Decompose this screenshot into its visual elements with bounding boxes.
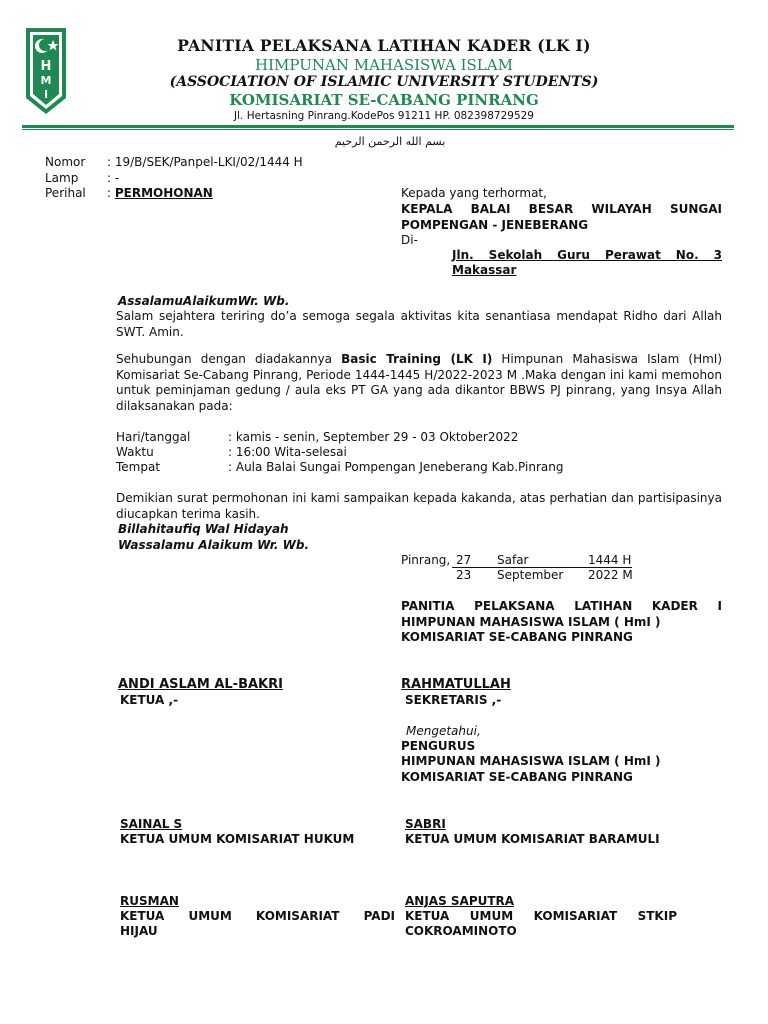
recipient-line2: POMPENGAN - JENEBERANG <box>401 218 589 232</box>
svg-text:H: H <box>40 59 52 74</box>
letterhead-english-name: (ASSOCIATION OF ISLAMIC UNIVERSITY STUDENTS) <box>169 74 599 90</box>
basmala-text: بسم الله الرحمن الرحيم <box>334 135 446 148</box>
request-text-b: Himpunan Mahasiswa Islam (HmI) Komisariat Se-Cabang Pinrang, Periode 1444-1445 H/2022-2023 M .Maka dengan ini kami memohon untuk peminjaman gedung / aula eks PT GA yang ada dikantor BBWS PJ pinrang, yang Insya Allah dilaksanakan pada: <box>116 352 723 413</box>
detail-value-place: : Aula Balai Sungai Pompengan Jeneberang Kab.Pinrang <box>228 460 564 474</box>
perihal <box>107 186 213 201</box>
closing-line1: Billahitaufiq Wal Hidayah <box>118 522 289 536</box>
rusman-title-line1: KETUA UMUM KOMISARIAT PADI <box>120 909 395 923</box>
recipient-address-line1: Jln. Sekolah Guru Perawat No. 3 <box>452 248 722 262</box>
rusman-name: RUSMAN <box>120 894 179 908</box>
recipient-di: Di- <box>401 233 418 247</box>
committee-line2: HIMPUNAN MAHASISWA ISLAM ( HmI ) <box>401 615 661 629</box>
letterhead-organization: HIMPUNAN MAHASISWA ISLAM <box>255 56 513 74</box>
recipient-line1: KEPALA BALAI BESAR WILAYAH SUNGAI <box>401 202 722 216</box>
sabri-title: KETUA UMUM KOMISARIAT BARAMULI <box>405 832 660 846</box>
perihal-label: Perihal <box>45 186 86 200</box>
paragraph-request <box>116 352 722 414</box>
recipient-address-line2: Makassar <box>452 263 517 277</box>
opening-salam: AssalamuAlaikumWr. Wb. <box>118 294 290 308</box>
hijri-year: 1444 H <box>588 553 632 567</box>
letterhead-committee: PANITIA PELAKSANA LATIHAN KADER (LK I) <box>177 36 591 55</box>
pengurus-line1: PENGURUS <box>401 739 476 753</box>
lamp-label: Lamp <box>45 171 79 185</box>
committee-line1: PANITIA PELAKSANA LATIHAN KADER I <box>401 599 722 613</box>
sabri-name: SABRI <box>405 817 446 831</box>
paragraph-closing: Demikian surat permohonan ini kami sampaikan kepada kakanda, atas perhatian dan partisipasinya diucapkan terima kasih. <box>116 491 722 521</box>
sekretaris-title: SEKRETARIS ,- <box>405 693 502 707</box>
gregorian-year: 2022 M <box>588 568 633 582</box>
ketua-title: KETUA ,- <box>120 693 179 707</box>
header-rule-thick <box>22 125 734 128</box>
detail-value-date: : kamis - senin, September 29 - 03 Oktober2022 <box>228 430 519 444</box>
lamp-value: : - <box>107 171 120 185</box>
anjas-name: ANJAS SAPUTRA <box>405 894 515 908</box>
request-text-a: Sehubungan dengan diadakannya <box>116 352 342 366</box>
hijri-day: 27 <box>456 553 472 567</box>
basmala-calligraphy <box>330 131 450 153</box>
committee-line3: KOMISARIAT SE-CABANG PINRANG <box>401 630 633 644</box>
detail-value-time: : 16:00 Wita-selesai <box>228 445 347 459</box>
header-rule-thin <box>22 129 734 130</box>
paragraph-opening: Salam sejahtera teriring do’a semoga segala aktivitas kita senantiasa mendapat Ridho dari Allah SWT. Amin. <box>116 309 722 339</box>
perihal-value: PERMOHONAN <box>114 186 213 200</box>
pengurus-line3: KOMISARIAT SE-CABANG PINRANG <box>401 770 633 784</box>
date-place: Pinrang, <box>401 553 451 567</box>
svg-text:I: I <box>43 88 49 101</box>
detail-label-date: Hari/tanggal <box>116 430 191 444</box>
detail-label-place: Tempat <box>116 460 161 474</box>
gregorian-month: September <box>497 568 564 582</box>
mengetahui: Mengetahui, <box>406 724 481 738</box>
anjas-title-line1: KETUA UMUM KOMISARIAT STKIP <box>405 909 677 923</box>
letterhead-address: Jl. Hertasning Pinrang.KodePos 91211 HP. 082398729529 <box>234 110 534 122</box>
sainal-title: KETUA UMUM KOMISARIAT HUKUM <box>120 832 355 846</box>
sainal-name: SAINAL S <box>120 817 183 831</box>
ketua-name: ANDI ASLAM AL-BAKRI <box>118 677 283 692</box>
perihal-colon: : <box>107 186 115 200</box>
recipient-greeting: Kepada yang terhormat, <box>401 186 547 200</box>
letterhead-branch: KOMISARIAT SE-CABANG PINRANG <box>229 91 539 109</box>
svg-text:M: M <box>40 74 52 87</box>
request-event-name: Basic Training (LK I) <box>341 352 493 366</box>
gregorian-day: 23 <box>456 568 472 582</box>
pengurus-line2: HIMPUNAN MAHASISWA ISLAM ( HmI ) <box>401 754 661 768</box>
sekretaris-name: RAHMATULLAH <box>401 677 511 692</box>
anjas-title-line2: COKROAMINOTO <box>405 924 517 938</box>
nomor-label: Nomor <box>45 155 86 169</box>
nomor-value: : 19/B/SEK/Panpel-LKI/02/1444 H <box>107 155 303 169</box>
rusman-title-line2: HIJAU <box>120 924 158 938</box>
hijri-month: Safar <box>497 553 529 567</box>
detail-label-time: Waktu <box>116 445 154 459</box>
closing-line2: Wassalamu Alaikum Wr. Wb. <box>118 538 310 552</box>
